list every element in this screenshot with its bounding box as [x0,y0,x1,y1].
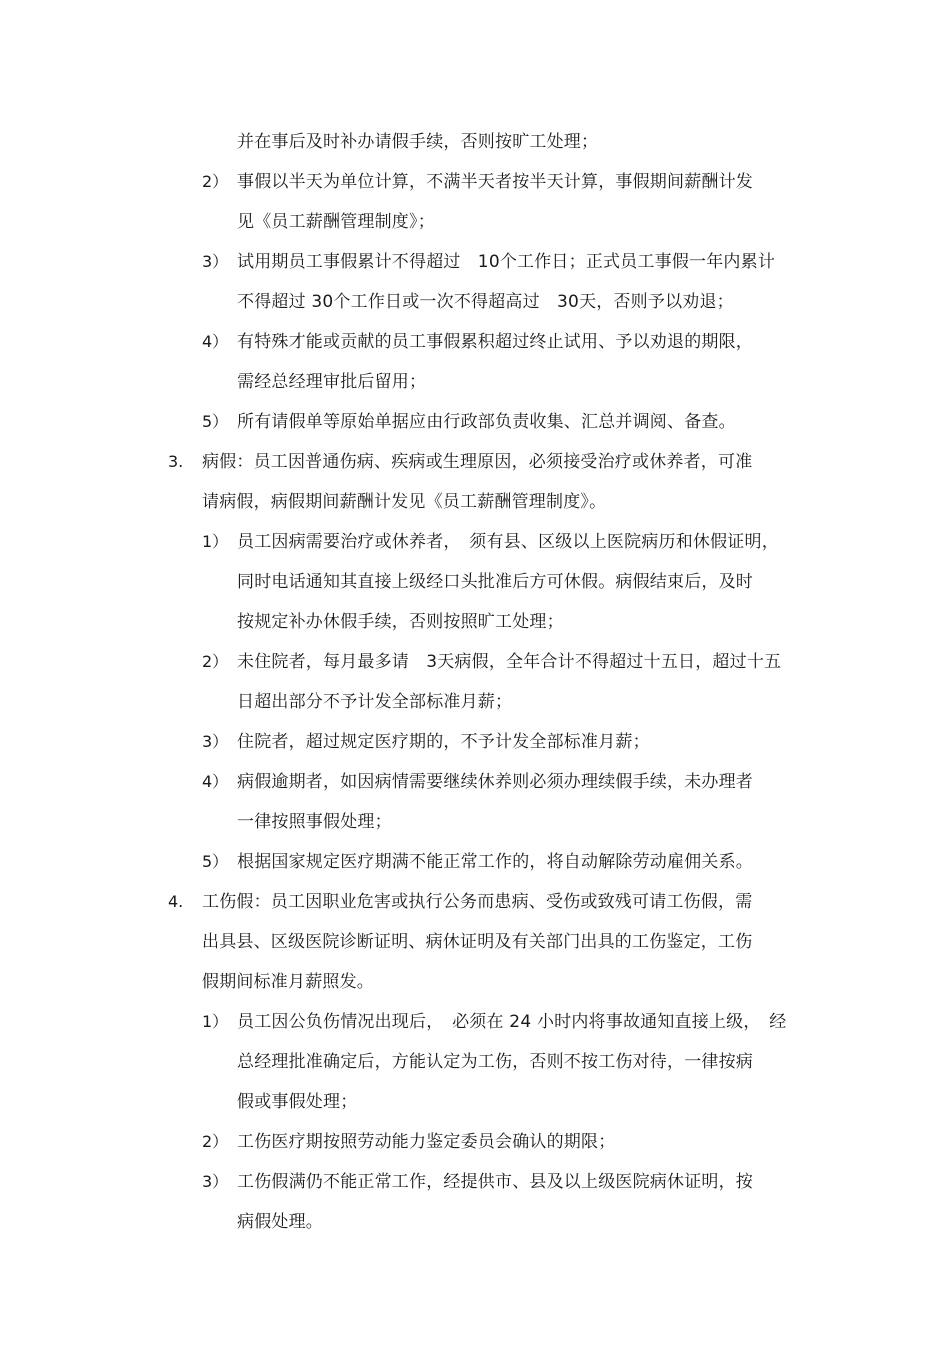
list-marker: 5） [202,412,229,431]
text-line: 一律按照事假处理； [237,812,392,832]
list-marker: 3） [202,1172,229,1191]
list-marker: 5） [202,852,229,871]
text-line: 假期间标准月薪照发。 [202,972,374,992]
text-line: 同时电话通知其直接上级经口头批准后方可休假。病假结束后，及时 [237,572,753,592]
text-line: 工伤假满仍不能正常工作，经提供市、县及以上级医院病休证明，按 [237,1172,753,1192]
text-line: 有特殊才能或贡献的员工事假累积超过终止试用、予以劝退的期限， [237,332,753,352]
text-line: 病假处理。 [237,1212,323,1232]
list-marker: 3） [202,732,229,751]
text-line: 按规定补办休假手续，否则按照旷工处理； [237,612,564,632]
section-heading-line: 工伤假：员工因职业危害或执行公务而患病、受伤或致残可请工伤假，需 [202,892,753,912]
list-marker: 2） [202,652,229,671]
list-marker: 3） [202,252,229,271]
list-marker: 4） [202,772,229,791]
text-line: 住院者，超过规定医疗期的，不予计发全部标准月薪； [237,732,650,752]
section-number: 4. [168,892,184,911]
text-line: 日超出部分不予计发全部标准月薪； [237,692,513,712]
list-marker: 1） [202,1012,229,1031]
text-line: 并在事后及时补办请假手续，否则按旷工处理； [237,132,599,152]
text-line: 病假逾期者，如因病情需要继续休养则必须办理续假手续，未办理者 [237,772,753,792]
text-line: 员工因公负伤情况出现后， 必须在 24 小时内将事故通知直接上级， 经 [237,1012,787,1032]
text-line: 见《员工薪酬管理制度》； [237,212,435,232]
list-marker: 1） [202,532,229,551]
text-line: 总经理批准确定后，方能认定为工伤，否则不按工伤对待，一律按病 [237,1052,753,1072]
text-line: 需经总经理审批后留用； [237,372,427,392]
text-line: 不得超过 30个工作日或一次不得超高过 30天，否则予以劝退； [237,292,734,312]
list-marker: 4） [202,332,229,351]
section-heading-line: 病假：员工因普通伤病、疾病或生理原因，必须接受治疗或休养者，可准 [202,452,753,472]
list-marker: 2） [202,172,229,191]
text-line: 工伤医疗期按照劳动能力鉴定委员会确认的期限； [237,1132,616,1152]
text-line: 假或事假处理； [237,1092,358,1112]
text-line: 请病假，病假期间薪酬计发见《员工薪酬管理制度》。 [202,492,607,512]
text-line: 根据国家规定医疗期满不能正常工作的，将自动解除劳动雇佣关系。 [237,852,753,872]
text-line: 未住院者，每月最多请 3天病假，全年合计不得超过十五日，超过十五 [237,652,782,672]
text-line: 所有请假单等原始单据应由行政部负责收集、汇总并调阅、备查。 [237,412,736,432]
text-line: 试用期员工事假累计不得超过 10个工作日；正式员工事假一年内累计 [237,252,776,272]
text-line: 员工因病需要治疗或休养者， 须有县、区级以上医院病历和休假证明， [237,532,779,552]
list-marker: 2） [202,1132,229,1151]
text-line: 事假以半天为单位计算，不满半天者按半天计算，事假期间薪酬计发 [237,172,753,192]
text-line: 出具县、区级医院诊断证明、病休证明及有关部门出具的工伤鉴定，工伤 [202,932,753,952]
section-number: 3. [168,452,184,471]
